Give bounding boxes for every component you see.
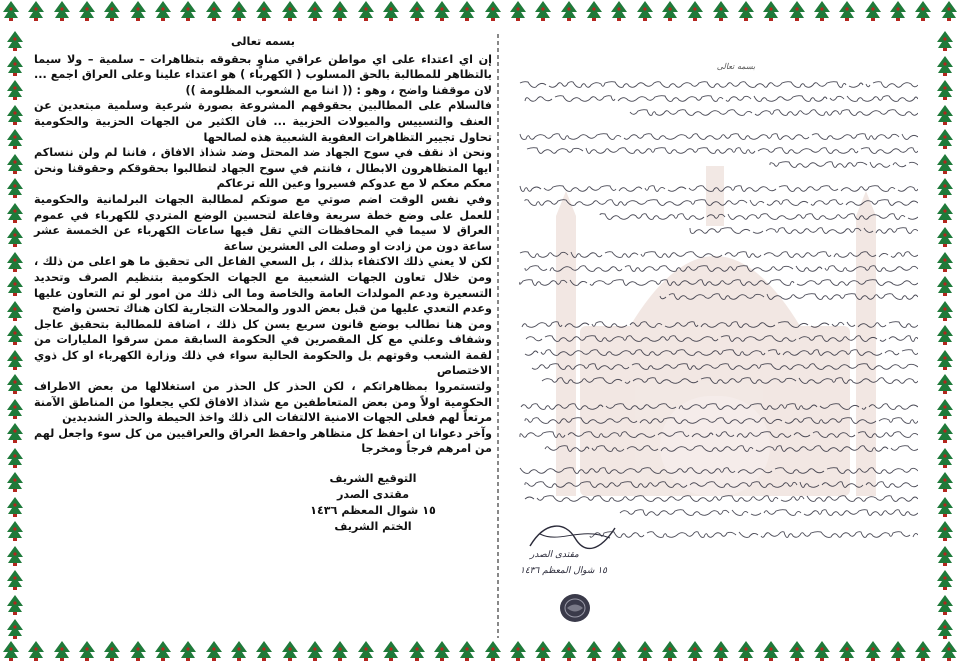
border-ornament-icon <box>934 153 956 175</box>
border-ornament-icon <box>127 640 149 662</box>
signature-date: ١٥ شوال المعظم ١٤٣٦ <box>310 504 436 518</box>
handwritten-line <box>538 376 918 386</box>
border-ornament-icon <box>203 0 225 22</box>
border-ornament-icon <box>76 0 98 22</box>
border-ornament-icon <box>735 640 757 662</box>
border-ornament-icon <box>279 640 301 662</box>
border-ornament-icon <box>456 640 478 662</box>
ornamental-border-right <box>930 30 960 640</box>
border-ornament-icon <box>934 373 956 395</box>
border-ornament-icon <box>934 324 956 346</box>
border-ornament-icon <box>934 398 956 420</box>
typed-basmala: بسمه تعالى <box>230 35 295 48</box>
border-ornament-icon <box>380 640 402 662</box>
handwritten-line <box>518 278 918 288</box>
official-seal-stamp <box>558 591 592 625</box>
border-ornament-icon <box>355 640 377 662</box>
border-ornament-icon <box>862 0 884 22</box>
border-ornament-icon <box>934 202 956 224</box>
border-ornament-icon <box>4 275 26 297</box>
handwritten-signature-name: مقتدى الصدر <box>530 550 579 560</box>
border-ornament-icon <box>934 128 956 150</box>
border-ornament-icon <box>583 0 605 22</box>
handwritten-line <box>628 108 918 118</box>
handwritten-line <box>523 480 918 490</box>
typed-paragraph-3: ونحن اذ نقف في سوح الجهاد ضد المحتل وضد شذاذ الافاق ، فاننا لم ولن ننساكم ايها المتظاهرون الابطال ، فانتم في سوح الجهاد لتطالبوا بحقوقكم وحقوقنا ونحن معكم معكم لا مع عدوكم فسيروا وعين الله ترعاكم <box>34 146 492 191</box>
border-ornament-icon <box>934 496 956 518</box>
border-ornament-icon <box>934 471 956 493</box>
page-divider <box>497 34 499 638</box>
ornamental-border-top <box>0 0 960 30</box>
border-ornament-icon <box>4 594 26 616</box>
border-ornament-icon <box>608 0 630 22</box>
border-ornament-icon <box>253 640 275 662</box>
border-ornament-icon <box>101 0 123 22</box>
border-ornament-icon <box>0 640 22 662</box>
border-ornament-icon <box>862 640 884 662</box>
border-ornament-icon <box>507 640 529 662</box>
signature-name: مقتدى الصدر <box>336 488 410 502</box>
border-ornament-icon <box>659 0 681 22</box>
typed-paragraph-1: إن اي اعتداء على اي مواطن عراقي مناوٍ بحقوقه بتظاهرات – سلمية – ولا سيما بالتظاهر للمطالبة بالحق المسلوب ( الكهرباء ) هو اعتداء علينا وعلى العراق اجمع ... لان موقفنا واضح ، وهو : (( اننا مع الشعوب المظلومة )) <box>34 52 492 97</box>
border-ornament-icon <box>152 0 174 22</box>
border-ornament-icon <box>710 640 732 662</box>
border-ornament-icon <box>887 640 909 662</box>
border-ornament-icon <box>934 520 956 542</box>
border-ornament-icon <box>938 0 960 22</box>
typed-paragraph-8: وآخر دعوانا ان احفظ كل متظاهر واحفظ العراق والعراقيين من كل سوء واجعل لهم من امرهم فرجاً ومخرجا <box>34 426 492 456</box>
border-ornament-icon <box>4 30 26 52</box>
border-ornament-icon <box>25 640 47 662</box>
border-ornament-icon <box>4 373 26 395</box>
handwritten-letter <box>510 36 922 634</box>
border-ornament-icon <box>51 640 73 662</box>
border-ornament-icon <box>934 30 956 52</box>
border-ornament-icon <box>786 640 808 662</box>
border-ornament-icon <box>380 0 402 22</box>
border-ornament-icon <box>101 640 123 662</box>
handwritten-line <box>518 494 918 504</box>
border-ornament-icon <box>329 0 351 22</box>
border-ornament-icon <box>431 640 453 662</box>
border-ornament-icon <box>934 349 956 371</box>
border-ornament-icon <box>304 640 326 662</box>
border-ornament-icon <box>934 226 956 248</box>
handwritten-line <box>518 80 918 90</box>
border-ornament-icon <box>127 0 149 22</box>
border-ornament-icon <box>4 55 26 77</box>
border-ornament-icon <box>934 545 956 567</box>
border-ornament-icon <box>507 0 529 22</box>
border-ornament-icon <box>811 640 833 662</box>
border-ornament-icon <box>634 640 656 662</box>
handwritten-line <box>518 320 918 330</box>
border-ornament-icon <box>684 0 706 22</box>
border-ornament-icon <box>934 55 956 77</box>
typed-letter <box>34 34 492 634</box>
border-ornament-icon <box>177 0 199 22</box>
border-ornament-icon <box>934 104 956 126</box>
border-ornament-icon <box>4 128 26 150</box>
border-ornament-icon <box>735 0 757 22</box>
border-ornament-icon <box>4 569 26 591</box>
border-ornament-icon <box>934 79 956 101</box>
handwritten-signature-date: ١٥ شوال المعظم ١٤٣٦ <box>520 566 607 576</box>
handwritten-line <box>523 416 918 426</box>
seal-label: الختم الشريف <box>334 520 412 534</box>
handwritten-basmala: بسمه تعالى <box>716 62 756 71</box>
border-ornament-icon <box>304 0 326 22</box>
border-ornament-icon <box>532 640 554 662</box>
border-ornament-icon <box>934 618 956 640</box>
handwritten-line <box>518 348 918 358</box>
handwritten-line <box>518 132 918 142</box>
border-ornament-icon <box>887 0 909 22</box>
border-ornament-icon <box>634 0 656 22</box>
handwritten-line <box>518 184 918 194</box>
border-ornament-icon <box>4 177 26 199</box>
handwritten-line <box>528 362 918 372</box>
handwritten-line <box>518 430 918 440</box>
border-ornament-icon <box>228 0 250 22</box>
handwritten-line <box>518 250 918 260</box>
handwritten-line <box>538 444 918 454</box>
border-ornament-icon <box>4 471 26 493</box>
border-ornament-icon <box>760 0 782 22</box>
typed-paragraph-6: ومن هنا نطالب بوضع قانون سريع يسن كل ذلك ، اضافة للمطالبة بتحقيق عاجل وشفاف وعلني مع كل المقصرين في الحكومة السابقة ممن سرقوا المليارات من لقمة الشعب وقوتهم بل والحكومة الحالية سواء في ذلك وزارة الكهرباء او كل ذوي الاختصاص <box>34 317 492 378</box>
border-ornament-icon <box>177 640 199 662</box>
border-ornament-icon <box>836 640 858 662</box>
handwritten-line <box>523 198 918 208</box>
border-ornament-icon <box>938 640 960 662</box>
border-ornament-icon <box>355 0 377 22</box>
border-ornament-icon <box>934 300 956 322</box>
handwritten-line <box>523 264 918 274</box>
border-ornament-icon <box>4 324 26 346</box>
border-ornament-icon <box>4 153 26 175</box>
border-ornament-icon <box>912 640 934 662</box>
border-ornament-icon <box>431 0 453 22</box>
border-ornament-icon <box>684 640 706 662</box>
border-ornament-icon <box>203 640 225 662</box>
border-ornament-icon <box>4 226 26 248</box>
border-ornament-icon <box>4 104 26 126</box>
border-ornament-icon <box>406 0 428 22</box>
border-ornament-icon <box>934 177 956 199</box>
border-ornament-icon <box>406 640 428 662</box>
border-ornament-icon <box>4 545 26 567</box>
border-ornament-icon <box>4 496 26 518</box>
handwritten-line <box>768 160 918 170</box>
border-ornament-icon <box>4 618 26 640</box>
handwritten-line <box>523 334 918 344</box>
handwritten-line <box>518 402 918 412</box>
border-ornament-icon <box>659 640 681 662</box>
border-ornament-icon <box>4 520 26 542</box>
border-ornament-icon <box>583 640 605 662</box>
signature-label: التوقيع الشريف <box>329 472 417 486</box>
typed-paragraph-4: وفي نفس الوقت اضم صوتي مع صوتكم لمطالبة الجهات البرلمانية والحكومية للعمل على وضع خطة سريعة وفاعلة لتحسين الوضع المتردي للكهرباء في عموم العراق لا سيما في المحافظات التي تقل فيها ساعات الكهرباء عن الخمسة عشر ساعة دون من زادت او وصلت الى العشرين ساعة <box>34 192 492 253</box>
border-ornament-icon <box>934 275 956 297</box>
border-ornament-icon <box>934 447 956 469</box>
border-ornament-icon <box>4 251 26 273</box>
border-ornament-icon <box>4 398 26 420</box>
handwritten-line <box>523 94 918 104</box>
border-ornament-icon <box>608 640 630 662</box>
border-ornament-icon <box>456 0 478 22</box>
typed-paragraph-2: فالسلام على المطالبين بحقوقهم المشروعة بصورة شرعية وسلمية مبتعدين عن العنف والتسييس والميولات الحزبية ... فان الكثير من الجهات الحزبية والحكومية تحاول تجيير التظاهرات العفوية الشعبية هذه لصالحها <box>34 99 492 144</box>
border-ornament-icon <box>558 0 580 22</box>
border-ornament-icon <box>760 640 782 662</box>
border-ornament-icon <box>4 422 26 444</box>
handwritten-line <box>518 466 918 476</box>
border-ornament-icon <box>253 0 275 22</box>
border-ornament-icon <box>934 594 956 616</box>
ornamental-border-bottom <box>0 640 960 670</box>
border-ornament-icon <box>558 640 580 662</box>
handwritten-line <box>523 146 918 156</box>
border-ornament-icon <box>482 640 504 662</box>
border-ornament-icon <box>934 251 956 273</box>
border-ornament-icon <box>51 0 73 22</box>
border-ornament-icon <box>710 0 732 22</box>
border-ornament-icon <box>279 0 301 22</box>
handwritten-line <box>598 212 918 222</box>
border-ornament-icon <box>4 300 26 322</box>
typed-signature-block <box>278 471 468 535</box>
handwritten-line <box>618 508 918 518</box>
handwritten-line <box>658 292 918 302</box>
border-ornament-icon <box>912 0 934 22</box>
border-ornament-icon <box>76 640 98 662</box>
border-ornament-icon <box>934 569 956 591</box>
border-ornament-icon <box>4 79 26 101</box>
handwritten-line <box>588 530 918 540</box>
border-ornament-icon <box>0 0 22 22</box>
border-ornament-icon <box>482 0 504 22</box>
border-ornament-icon <box>228 640 250 662</box>
border-ornament-icon <box>4 349 26 371</box>
typed-paragraph-7: ولتستمروا بمظاهراتكم ، لكن الحذر كل الحذر من استغلالها من بعض الاطراف الحكومية اولاً ومن بعض المتعاطفين مع شذاذ الافاق لكي يجعلوا من المناطق الآمنة مرتعاً لهم فعلى الجهات الامنية الالتفات الى ذلك واخذ الحيطة والحذر الشديدين <box>34 380 492 425</box>
ornamental-border-left <box>0 30 30 640</box>
border-ornament-icon <box>836 0 858 22</box>
border-ornament-icon <box>25 0 47 22</box>
border-ornament-icon <box>934 422 956 444</box>
border-ornament-icon <box>786 0 808 22</box>
border-ornament-icon <box>329 640 351 662</box>
typed-paragraph-5: لكن لا يعني ذلك الاكتفاء بذلك ، بل السعي الفاعل الى تحقيق ما هو اعلى من ذلك ، ومن خلال تعاون الجهات الشعبية مع الجهات الحكومية بتنظيم الصرف وتحديد التسعيرة ودعم المولدات العامة والخاصة وما الى ذلك من امور لو تم التعاون عليها وعدم التعدي عليها من قبل بعض الدور والمحلات التجارية لكان هناك تحسن واضح <box>34 255 492 316</box>
border-ornament-icon <box>4 447 26 469</box>
border-ornament-icon <box>152 640 174 662</box>
border-ornament-icon <box>4 202 26 224</box>
border-ornament-icon <box>532 0 554 22</box>
border-ornament-icon <box>811 0 833 22</box>
handwritten-line <box>688 226 918 236</box>
